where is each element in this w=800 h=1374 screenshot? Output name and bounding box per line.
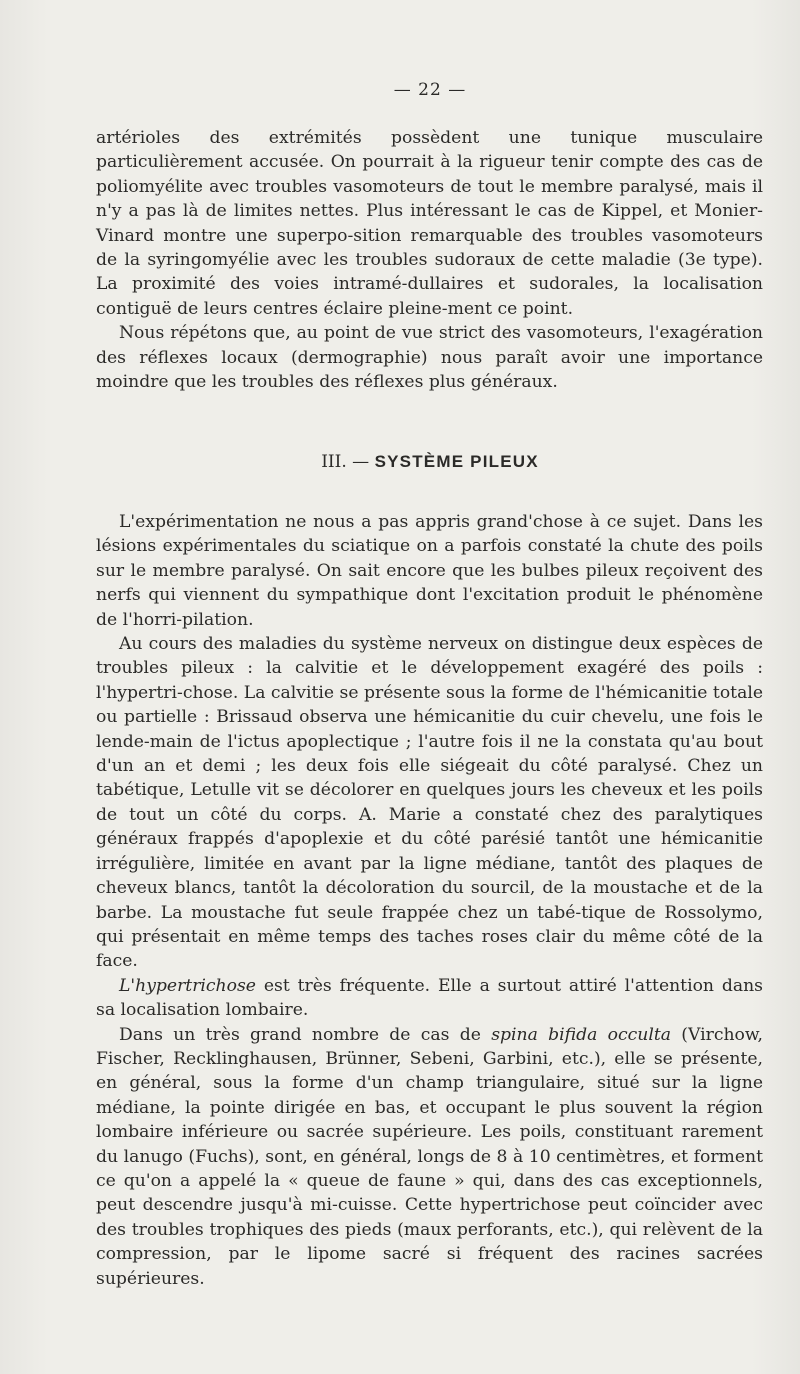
paragraph: Au cours des maladies du système nerveux on distingue deux espèces de troubles pileux : la calvitie et le développement exagéré des poils : l'hypertri-chose. La calvitie se présente sous la forme de l'hémicanitie totale ou partielle : Brissaud observa une hémicanitie du cuir chevelu, une fois le lende-main de l'ictus apoplectique ; l'autre fois il ne la constata qu'au bout d'un an et demi ; les deux fois elle siégeait du côté paralysé. Chez un tabétique, Letulle vit se décolorer en quelques jours les cheveux et les poils de tout un côté du corps. A. Marie a constaté chez des paralytiques généraux frappés d'apoplexie et du côté parésié tantôt une hémicanitie irrégulière, limitée en avant par la ligne médiane, tantôt des plaques de cheveux blancs, tantôt la décoloration du sourcil, de la moustache et de la barbe. La moustache fut seule frappée chez un tabé-tique de Rossolymo, qui présentait en même temps des taches roses clair du même côté de la face. xyxy=(96,634,764,972)
text-block-intro xyxy=(96,126,763,394)
section-heading xyxy=(0,452,800,472)
section-dash: — xyxy=(346,452,375,472)
italic-term: L'hypertrichose xyxy=(119,975,256,996)
paragraph xyxy=(96,1023,763,1291)
paragraph: artérioles des extrémités possèdent une tunique musculaire particulièrement accusée. On pourrait à la rigueur tenir compte des cas de poliomyélite avec troubles vasomoteurs de tout le membre paralysé, mais il n'y a pas là de limites nettes. Plus intéressant le cas de Kippel, et Monier-Vinard montre une superpo-sition remarquable des troubles vasomoteurs de la syringomyélie avec les troubles sudoraux de cette maladie (3e type). La proximité des voies intramé-dullaires et sudorales, la localisation contiguë de leurs centres éclaire pleine-ment ce point. xyxy=(96,128,763,319)
text-block-section xyxy=(96,510,763,1291)
paragraph: Nous répétons que, au point de vue strict des vasomoteurs, l'exagération des réflexes locaux (dermographie) nous paraît avoir une importance moindre que les troubles des réflexes plus généraux. xyxy=(96,323,763,393)
paragraph-lead: Dans un très grand nombre de cas de xyxy=(119,1024,492,1045)
paragraph-text: (Virchow, Fischer, Recklinghausen, Brünner, Sebeni, Garbini, etc.), elle se présente, en général, sous la forme d'un champ triangulaire, situé sur la ligne médiane, la pointe dirigée en bas, et occupant le plus souvent la région lombaire inférieure ou sacrée supérieure. Les poils, constituant rarement du lanugo (Fuchs), sont, en général, longs de 8 à 10 centimètres, et forment ce qu'on a appelé la « queue de faune » qui, dans des cas exceptionnels, peut descendre jusqu'à mi-cuisse. Cette hypertrichose peut coïncider avec des troubles trophiques des pieds (maux perforants, etc.), qui relèvent de la compression, par le lipome sacré si fréquent des racines sacrées supérieures. xyxy=(96,1024,764,1289)
section-numeral: III. xyxy=(321,452,347,472)
paragraph-text: est très fréquente. Elle a surtout attiré l'attention dans sa localisation lombaire. xyxy=(96,975,763,1021)
page-number: — 22 — xyxy=(393,80,467,100)
section-title: SYSTÈME PILEUX xyxy=(374,452,539,471)
italic-term: spina bifida occulta xyxy=(491,1024,671,1045)
paragraph xyxy=(96,974,763,1023)
paragraph: L'expérimentation ne nous a pas appris grand'chose à ce sujet. Dans les lésions expérimentales du sciatique on a parfois constaté la chute des poils sur le membre paralysé. On sait encore que les bulbes pileux reçoivent des nerfs qui viennent du sympathique dont l'excitation produit le phénomène de l'horri-pilation. xyxy=(96,512,763,630)
